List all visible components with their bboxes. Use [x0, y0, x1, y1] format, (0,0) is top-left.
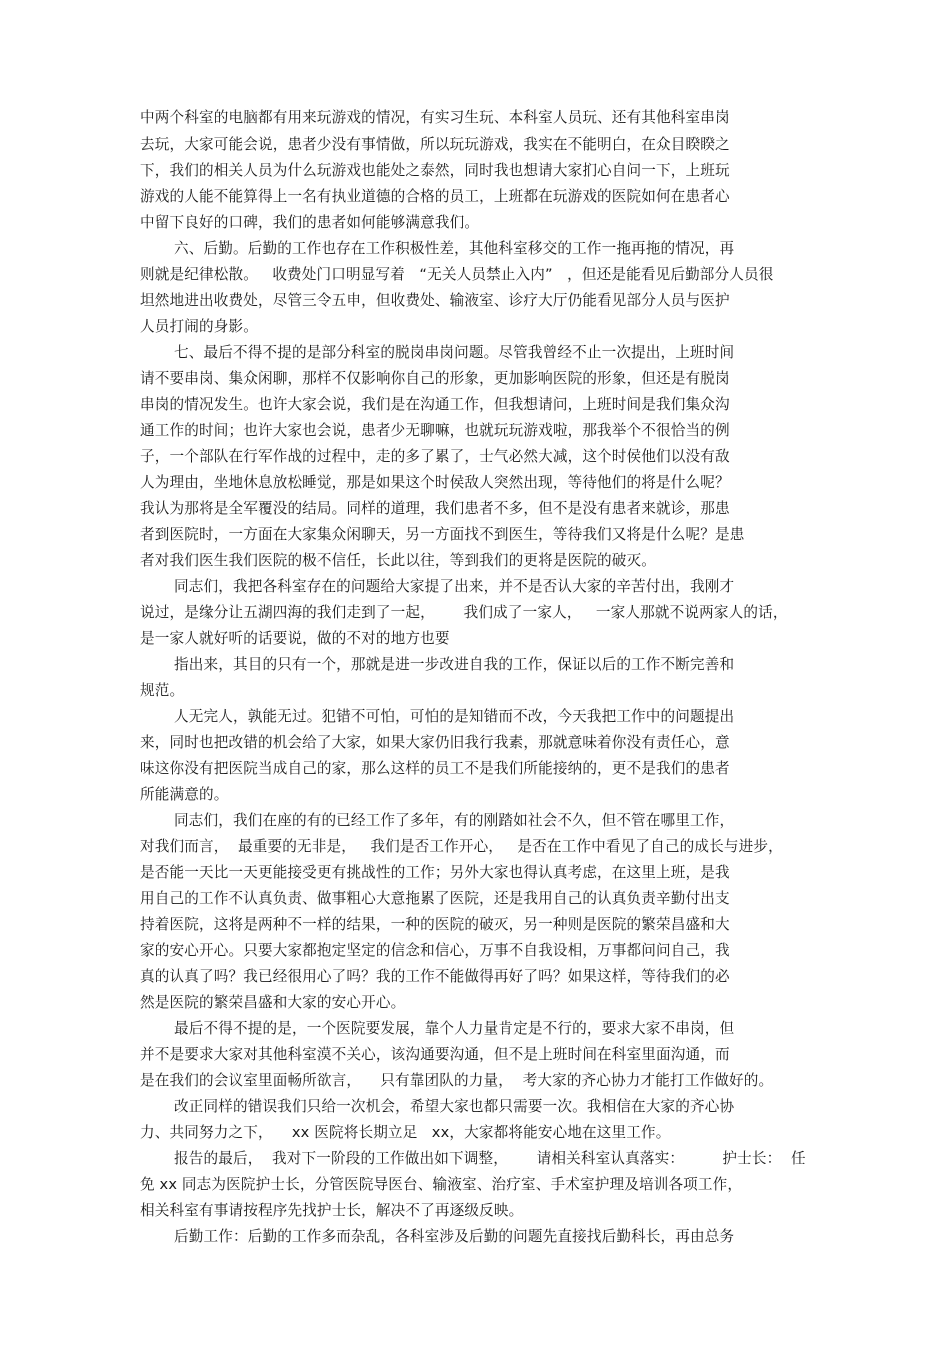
- text-line: 同志们，我们在座的有的已经工作了多年，有的刚踏如社会不久，但不管在哪里工作，: [174, 812, 735, 829]
- text-line: 人员打闹的身影。: [140, 318, 258, 335]
- text-line: 中留下良好的口碑，我们的患者如何能够满意我们。: [140, 214, 480, 231]
- text-line: 七、最后不得不提的是部分科室的脱岗串岗问题。尽管我曾经不止一次提出，上班时间: [174, 344, 735, 361]
- text-line: 改正同样的错误我们只给一次机会，希望大家也都只需要一次。我相信在大家的齐心协: [174, 1098, 735, 1115]
- text-line: 者对我们医生我们医院的极不信任，长此以往，等到我们的更将是医院的破灭。: [140, 552, 657, 569]
- text-line: 是否能一天比一天更能接受更有挑战性的工作；另外大家也得认真考虑，在这里上班，是我: [140, 864, 730, 881]
- text-line: 对我们而言， 最重要的无非是， 我们是否工作开心， 是否在工作中看见了自己的成长与进步，: [140, 838, 783, 855]
- text-line: 说过，是缘分让五湖四海的我们走到了一起， 我们成了一家人， 一家人那就不说两家人的话，: [140, 604, 788, 621]
- text-line: 串岗的情况发生。也许大家会说，我们是在沟通工作，但我想请问，上班时间是我们集众沟: [140, 396, 730, 413]
- text-line: 去玩，大家可能会说，患者少没有事情做，所以玩玩游戏，我实在不能明白，在众目睽睽之: [140, 136, 730, 153]
- text-line: 最后不得不提的是，一个医院要发展，靠个人力量肯定是不行的，要求大家不串岗，但: [174, 1020, 735, 1037]
- text-line: 规范。: [140, 682, 185, 699]
- text-line: 人无完人，孰能无过。犯错不可怕，可怕的是知错而不改，今天我把工作中的问题提出: [174, 708, 735, 725]
- text-line: 人为理由，坐地休息放松睡觉，那是如果这个时侯敌人突然出现，等待他们的将是什么呢？: [140, 474, 730, 491]
- text-line: 者到医院时，一方面在大家集众闲聊天，另一方面找不到医生，等待我们又将是什么呢？是患: [140, 526, 745, 543]
- text-line: 中两个科室的电脑都有用来玩游戏的情况，有实习生玩、本科室人员玩、还有其他科室串岗: [140, 109, 730, 126]
- text-line: 来，同时也把改错的机会给了大家，如果大家仍旧我行我素，那就意味着你没有责任心，意: [140, 734, 730, 751]
- text-line: 我认为那将是全军覆没的结局。同样的道理，我们患者不多，但不是没有患者来就诊，那患: [140, 500, 730, 517]
- text-line: 真的认真了吗？我已经很用心了吗？我的工作不能做得再好了吗？如果这样，等待我们的必: [140, 968, 730, 985]
- text-line: 六、后勤。后勤的工作也存在工作积极性差，其他科室移交的工作一拖再拖的情况，再: [174, 240, 735, 257]
- text-line: 相关科室有事请按程序先找护士长，解决不了再逐级反映。: [140, 1202, 524, 1219]
- text-line: 后勤工作：后勤的工作多而杂乱，各科室涉及后勤的问题先直接找后勤科长，再由总务: [174, 1228, 735, 1245]
- text-line: 通工作的时间；也许大家也会说，患者少无聊嘛，也就玩玩游戏啦，那我举个不很恰当的例: [140, 422, 730, 439]
- text-line: 坦然地进出收费处，尽管三令五申，但收费处、输液室、诊疗大厅仍能看见部分人员与医护: [140, 292, 730, 309]
- text-line: 用自己的工作不认真负责、做事粗心大意拖累了医院，还是我用自己的认真负责辛勤付出支: [140, 890, 730, 907]
- text-line: 家的安心开心。只要大家都抱定坚定的信念和信心，万事不自我设相，万事都问问自己，我: [140, 942, 730, 959]
- text-line: 游戏的人能不能算得上一名有执业道德的合格的员工，上班都在玩游戏的医院如何在患者心: [140, 188, 730, 205]
- text-line: 是在我们的会议室里面畅所欲言， 只有靠团队的力量， 考大家的齐心协力才能打工作做好的。: [140, 1072, 774, 1089]
- text-line: 请不要串岗、集众闲聊，那样不仅影响你自己的形象，更加影响医院的形象，但还是有脱岗: [140, 370, 730, 387]
- text-line: 下，我们的相关人员为什么玩游戏也能处之泰然，同时我也想请大家扪心自问一下，上班玩: [140, 162, 730, 179]
- text-line: 则就是纪律松散。 收费处门口明显写着 “无关人员禁止入内” ，但还是能看见后勤部分人员很: [140, 266, 774, 283]
- text-line: 同志们，我把各科室存在的问题给大家提了出来，并不是否认大家的辛苦付出，我刚才: [174, 578, 735, 595]
- text-line: 子，一个部队在行军作战的过程中，走的多了累了，士气必然大减，这个时侯他们以没有敌: [140, 448, 730, 465]
- text-line: 报告的最后， 我对下一阶段的工作做出如下调整， 请相关科室认真落实： 护士长： 任: [174, 1150, 806, 1167]
- text-line: 并不是要求大家对其他科室漠不关心，该沟通要沟通，但不是上班时间在科室里面沟通，而: [140, 1046, 730, 1063]
- text-line: 然是医院的繁荣昌盛和大家的安心开心。: [140, 994, 406, 1011]
- text-line: 免 xx 同志为医院护士长，分管医院导医台、输液室、治疗室、手术室护理及培训各项工作，: [140, 1176, 743, 1193]
- text-line: 指出来，其目的只有一个，那就是进一步改进自我的工作，保证以后的工作不断完善和: [174, 656, 735, 673]
- text-line: 味这你没有把医院当成自己的家，那么这样的员工不是我们所能接纳的，更不是我们的患者: [140, 760, 730, 777]
- text-line: 力、共同努力之下， xx 医院将长期立足 xx，大家都将能安心地在这里工作。: [140, 1124, 671, 1141]
- text-line: 持着医院，这将是两种不一样的结果，一种的医院的破灭，另一种则是医院的繁荣昌盛和大: [140, 916, 730, 933]
- text-line: 是一家人就好听的话要说，做的不对的地方也要: [140, 630, 450, 647]
- text-line: 所能满意的。: [140, 786, 229, 803]
